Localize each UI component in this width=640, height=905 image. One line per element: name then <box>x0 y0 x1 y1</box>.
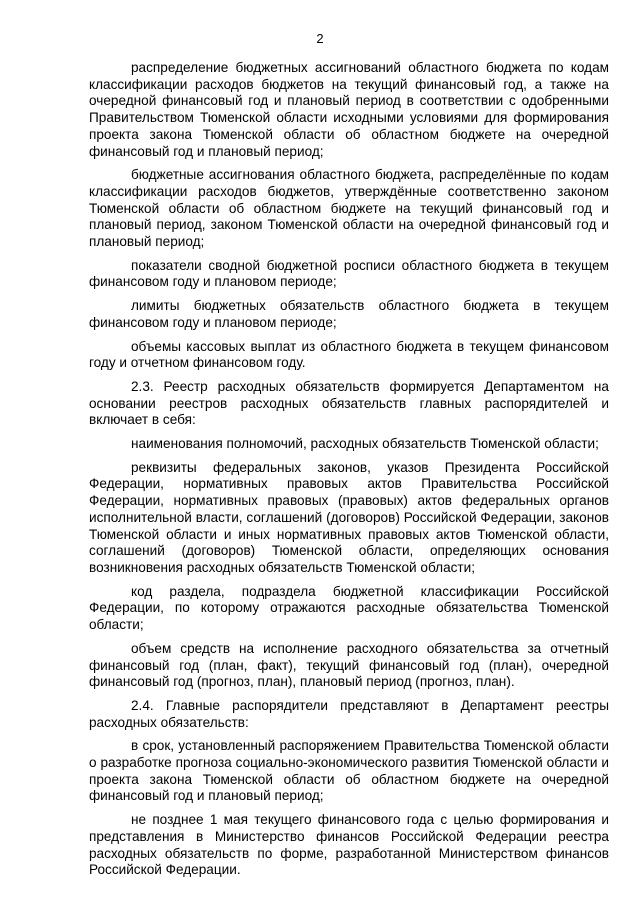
paragraph-section-2-4: 2.4. Главные распорядители представляют в Департамент реестры расходных обязательств: <box>89 697 609 730</box>
paragraph-powers-names: наименования полномочий, расходных обязательств Тюменской области; <box>131 436 599 452</box>
paragraph-cash-payments: объемы кассовых выплат из областного бюджета в текущем финансовом году и отчетном финансовом году. <box>89 338 609 371</box>
paragraph-consolidated-list: показатели сводной бюджетной росписи областного бюджета в текущем финансовом году и плановом периоде; <box>89 257 609 290</box>
paragraph-budget-allocation: распределение бюджетных ассигнований областного бюджета по кодам классификации расходов бюджетов на текущий финансовый год, а также на очередной финансовый год и плановый период в соответствии с одобренными Правительством Тюменской области исходными условиями для формирования проекта закона Тюменской области об областном бюджете на очередной финансовый год и плановый период; <box>89 60 609 159</box>
paragraph-classification-code: код раздела, подраздела бюджетной классификации Российской Федерации, по которому отражаются расходные обязательства Тюменской области; <box>89 583 609 633</box>
page-number: 2 <box>316 31 324 46</box>
document-body <box>89 60 609 886</box>
paragraph-deadline-order: в срок, установленный распоряжением Правительства Тюменской области о разработке прогноза социально-экономического развития Тюменской области и проекта закона Тюменской области об областном бюджете на очередной финансовый год и плановый период; <box>89 738 609 804</box>
paragraph-obligation-limits: лимиты бюджетных обязательств областного бюджета в текущем финансовом году и плановом периоде; <box>89 298 609 330</box>
paragraph-budget-assignments: бюджетные ассигнования областного бюджета, распределённые по кодам классификации расходов бюджетов, утверждённые соответственно законом Тюменской области об областном бюджете на текущий финансовый год и плановый период, законом Тюменской области на очередной финансовый год и плановый период; <box>89 167 609 250</box>
paragraph-deadline-may: не позднее 1 мая текущего финансового года с целью формирования и представления в Министерство финансов Российской Федерации реестра расходных обязательств по форме, разработанной Министерством финансов Российской Федерации. <box>89 812 609 878</box>
paragraph-funds-volume: объем средств на исполнение расходного обязательства за отчетный финансовый год (план, факт), текущий финансовый год (план), очередной финансовый год (прогноз, план), плановый период (прогноз, план). <box>89 640 609 690</box>
paragraph-section-2-3: 2.3. Реестр расходных обязательств формируется Департаментом на основании реестров расходных обязательств главных распорядителей и включает в себя: <box>89 378 609 428</box>
paragraph-legal-details: реквизиты федеральных законов, указов Президента Российской Федерации, нормативных правовых актов Правительства Российской Федерации, нормативных правовых (правовых) актов федеральных органов исполнительной власти, соглашений (договоров) Российской Федерации, законов Тюменской области и иных нормативных правовых актов Тюменской области, соглашений (договоров) Тюменской области, определяющих основания возникновения расходных обязательств Тюменской области; <box>89 459 609 575</box>
